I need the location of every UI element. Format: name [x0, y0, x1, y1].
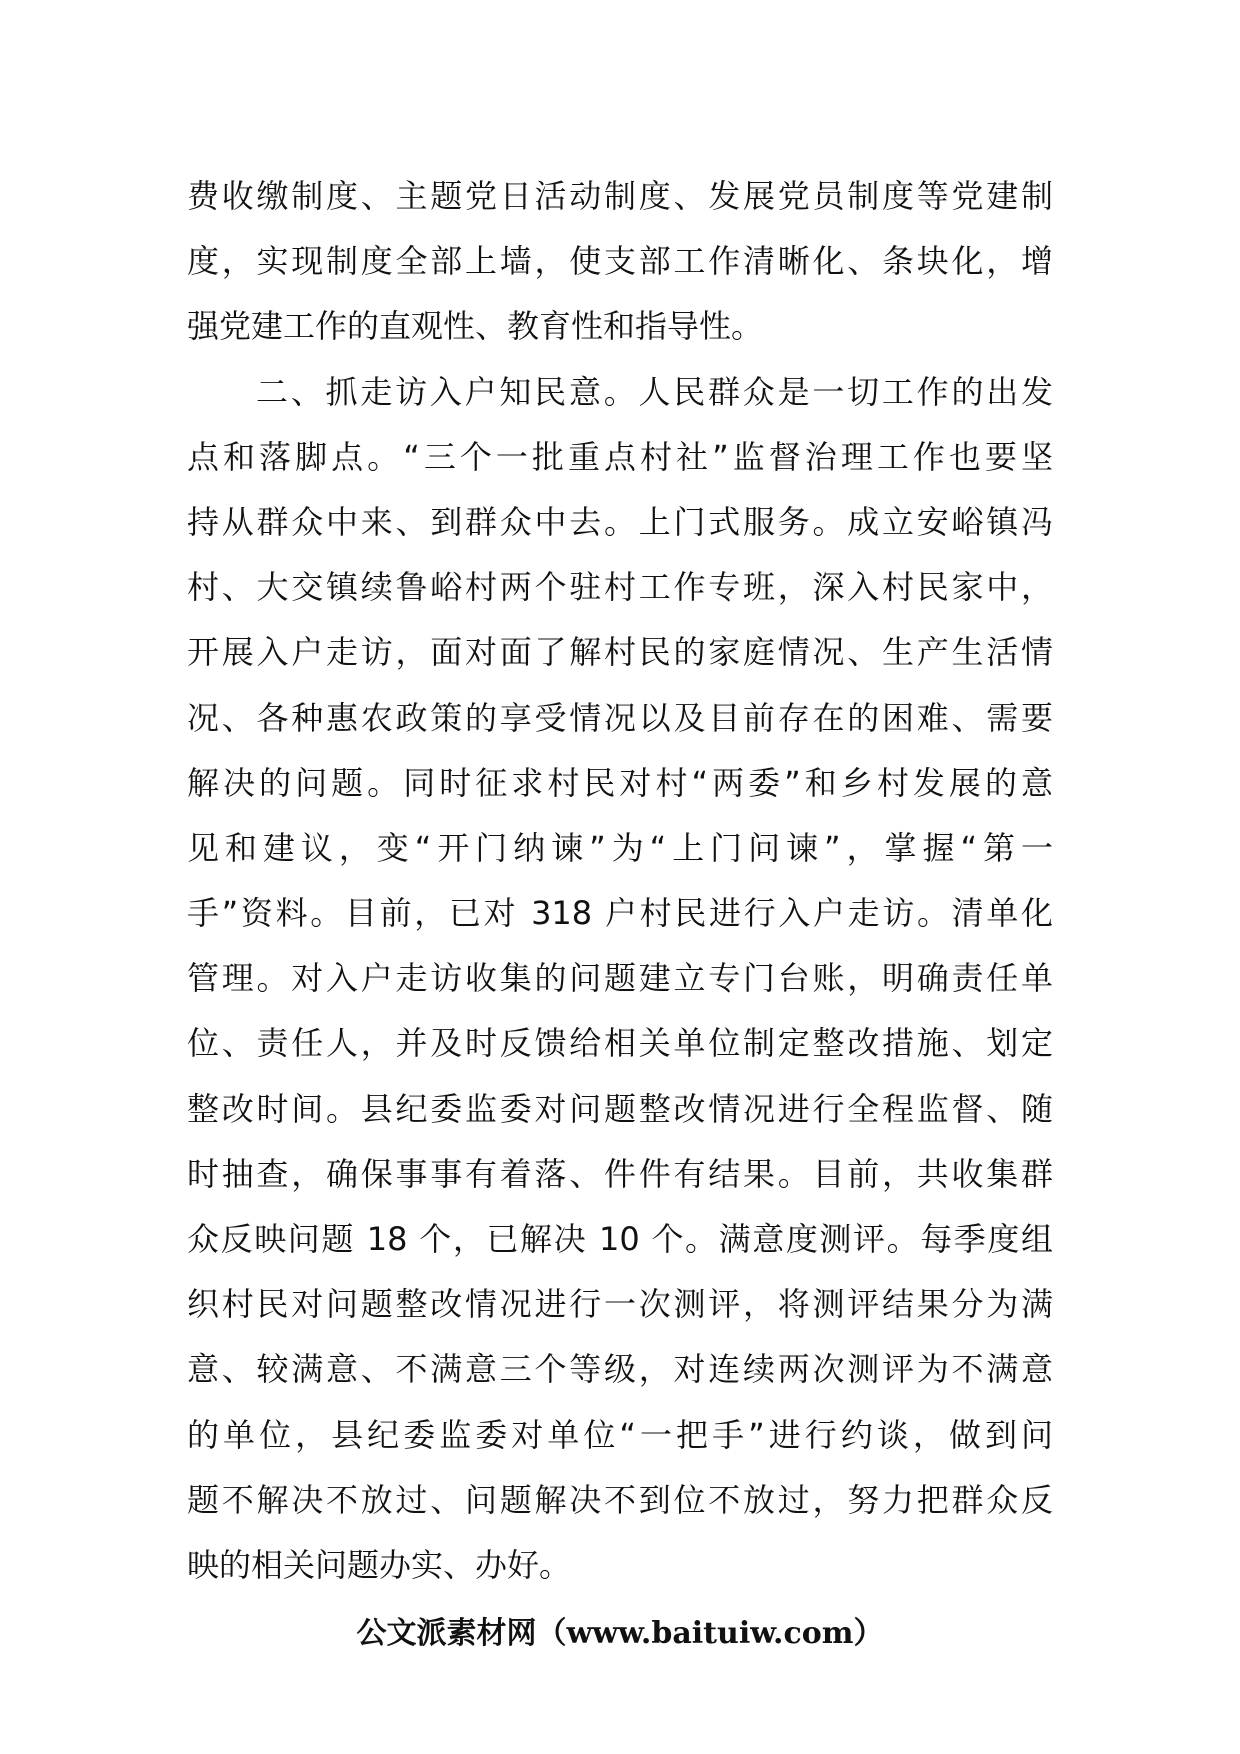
footer-watermark: 公文派素材网（www.baituiw.com） [356, 1616, 884, 1651]
text-line: 开展入户走访，面对面了解村民的家庭情况、生产生活情 [187, 633, 1053, 672]
text-line: 强党建工作的直观性、教育性和指导性。 [187, 307, 764, 346]
text-line: 众反映问题 18 个，已解决 10 个。满意度测评。每季度组 [187, 1220, 1053, 1258]
section-heading-line: 二、抓走访入户知民意。人民群众是一切工作的出发 [256, 372, 1053, 411]
text-line: 映的相关问题办实、办好。 [187, 1545, 572, 1584]
text-line: 况、各种惠农政策的享受情况以及目前存在的困难、需要 [187, 698, 1053, 737]
text-line: 手”资料。目前，已对 318 户村民进行入户走访。清单化 [187, 894, 1053, 933]
text-line: 整改时间。县纪委监委对问题整改情况进行全程监督、随 [187, 1089, 1053, 1128]
text-line: 意、较满意、不满意三个等级，对连续两次测评为不满意 [187, 1350, 1053, 1389]
body-text [187, 164, 1053, 1598]
text-line: 点和落脚点。“三个一批重点村社”监督治理工作也要坚 [187, 437, 1053, 476]
text-line: 的单位，县纪委监委对单位“一把手”进行约谈，做到问 [187, 1415, 1053, 1454]
text-line: 见和建议，变“开门纳谏”为“上门问谏”，掌握“第一 [187, 828, 1053, 867]
text-line: 管理。对入户走访收集的问题建立专门台账，明确责任单 [187, 959, 1053, 998]
text-line: 织村民对问题整改情况进行一次测评，将测评结果分为满 [187, 1285, 1053, 1324]
text-line: 村、大交镇续鲁峪村两个驻村工作专班，深入村民家中， [187, 568, 1053, 607]
text-line: 位、责任人，并及时反馈给相关单位制定整改措施、划定 [187, 1024, 1053, 1063]
text-line: 持从群众中来、到群众中去。上门式服务。成立安峪镇冯 [187, 502, 1053, 541]
text-line: 度，实现制度全部上墙，使支部工作清晰化、条块化，增 [187, 242, 1053, 281]
text-line: 题不解决不放过、问题解决不到位不放过，努力把群众反 [187, 1480, 1053, 1519]
text-line: 时抽查，确保事事有着落、件件有结果。目前，共收集群 [187, 1154, 1053, 1193]
text-line: 费收缴制度、主题党日活动制度、发展党员制度等党建制 [187, 177, 1053, 215]
text-line: 解决的问题。同时征求村民对村“两委”和乡村发展的意 [187, 763, 1053, 802]
